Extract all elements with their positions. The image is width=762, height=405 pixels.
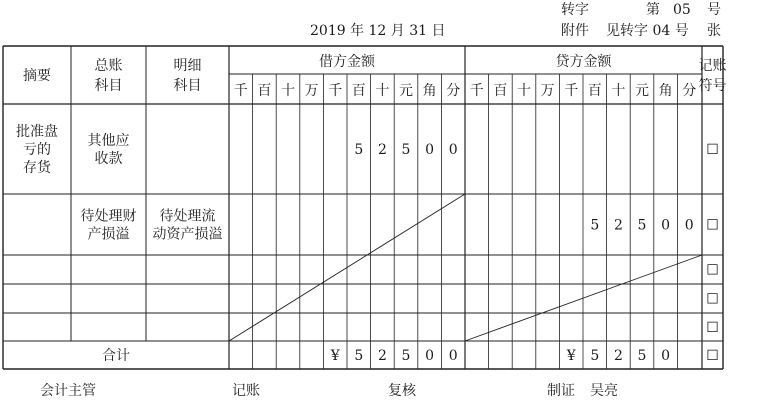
row-general-account: 待处理财: [80, 208, 137, 225]
number-suffix: 号: [707, 2, 721, 18]
header-general-line2: 科目: [94, 78, 123, 94]
digit-header-debit: 千: [328, 83, 343, 99]
row-general-account: 产损溢: [87, 226, 130, 243]
total-debit-digit: ¥: [330, 348, 340, 364]
credit-digit: 0: [684, 217, 694, 234]
header-credit: 贷方金额: [555, 54, 612, 70]
header-debit: 借方金额: [319, 54, 375, 70]
credit-digit: 5: [637, 217, 647, 234]
row-general-account: 收款: [94, 151, 123, 167]
row-detail-account: 动资产损溢: [152, 226, 223, 243]
row-summary: 批准盘: [16, 124, 58, 140]
digit-header-debit: 角: [422, 83, 437, 99]
bookkeeper-label: 记账: [232, 383, 260, 399]
row-summary: 存货: [23, 160, 51, 176]
digit-header-credit: 千: [564, 83, 579, 99]
header-summary: 摘要: [23, 68, 51, 84]
total-debit-digit: 2: [377, 348, 387, 364]
total-debit-digit: 5: [401, 348, 411, 364]
posting-checkbox: ☐: [706, 320, 719, 336]
voucher-date: 2019 年 12 月 31 日: [310, 23, 446, 39]
debit-digit: 5: [354, 142, 364, 158]
header-mark-line2: 符号: [698, 78, 727, 94]
total-credit-digit: 0: [661, 348, 671, 364]
total-posting-checkbox: ☐: [706, 348, 719, 364]
preparer-name: 吴亮: [590, 383, 618, 399]
credit-digit: 0: [661, 217, 671, 234]
row-detail-account: 待处理流: [159, 208, 216, 225]
row-summary: 亏的: [23, 142, 51, 158]
supervisor-label: 会计主管: [40, 383, 96, 399]
voucher-number: 05: [673, 2, 691, 18]
attachment-label: 附件: [561, 23, 589, 39]
total-label: 合计: [102, 348, 130, 364]
reviewer-label: 复核: [388, 383, 416, 399]
header-general-line1: 总账: [94, 58, 123, 74]
total-credit-digit: ¥: [566, 348, 576, 364]
digit-header-credit: 元: [635, 83, 649, 99]
digit-header-credit: 百: [493, 83, 508, 99]
total-credit-digit: 5: [590, 348, 600, 364]
debit-digit: 5: [401, 142, 411, 158]
attachment-text: 见转字 04 号: [606, 23, 689, 39]
header-detail-line2: 科目: [173, 78, 202, 94]
digit-header-debit: 万: [304, 83, 319, 99]
total-credit-digit: 2: [613, 348, 623, 364]
debit-digit: 2: [377, 142, 387, 158]
total-debit-digit: 0: [425, 348, 435, 364]
credit-digit: 2: [613, 217, 623, 234]
debit-digit: 0: [425, 142, 435, 158]
posting-checkbox: ☐: [706, 262, 719, 279]
digit-header-debit: 百: [351, 83, 366, 99]
total-debit-digit: 0: [448, 348, 458, 364]
voucher-type-label: 转字: [561, 2, 589, 18]
digit-header-credit: 分: [682, 83, 697, 99]
total-debit-digit: 5: [354, 348, 364, 364]
digit-header-credit: 万: [540, 83, 555, 99]
preparer-label: 制证: [547, 383, 575, 399]
posting-checkbox: ☐: [706, 291, 719, 308]
digit-header-debit: 十: [375, 83, 390, 99]
digit-header-debit: 十: [281, 83, 295, 99]
header-mark-line1: 记账: [698, 58, 727, 74]
posting-checkbox: ☐: [706, 217, 719, 234]
digit-header-credit: 十: [611, 83, 626, 99]
digit-header-debit: 百: [257, 83, 272, 99]
digit-header-credit: 千: [469, 83, 484, 99]
digit-header-credit: 十: [517, 83, 531, 99]
digit-header-debit: 千: [233, 83, 248, 99]
number-prefix: 第: [646, 2, 660, 18]
digit-header-credit: 百: [587, 83, 602, 99]
row-general-account: 其他应: [87, 133, 130, 149]
digit-header-debit: 分: [446, 83, 461, 99]
total-credit-digit: 5: [637, 348, 647, 364]
debit-digit: 0: [448, 142, 458, 158]
credit-digit: 5: [590, 217, 600, 234]
attachment-unit: 张: [707, 23, 721, 39]
digit-header-debit: 元: [399, 83, 413, 99]
posting-checkbox: ☐: [706, 142, 719, 158]
header-detail-line1: 明细: [173, 58, 202, 74]
credit-cancel-line: [465, 255, 702, 341]
digit-header-credit: 角: [658, 83, 673, 99]
